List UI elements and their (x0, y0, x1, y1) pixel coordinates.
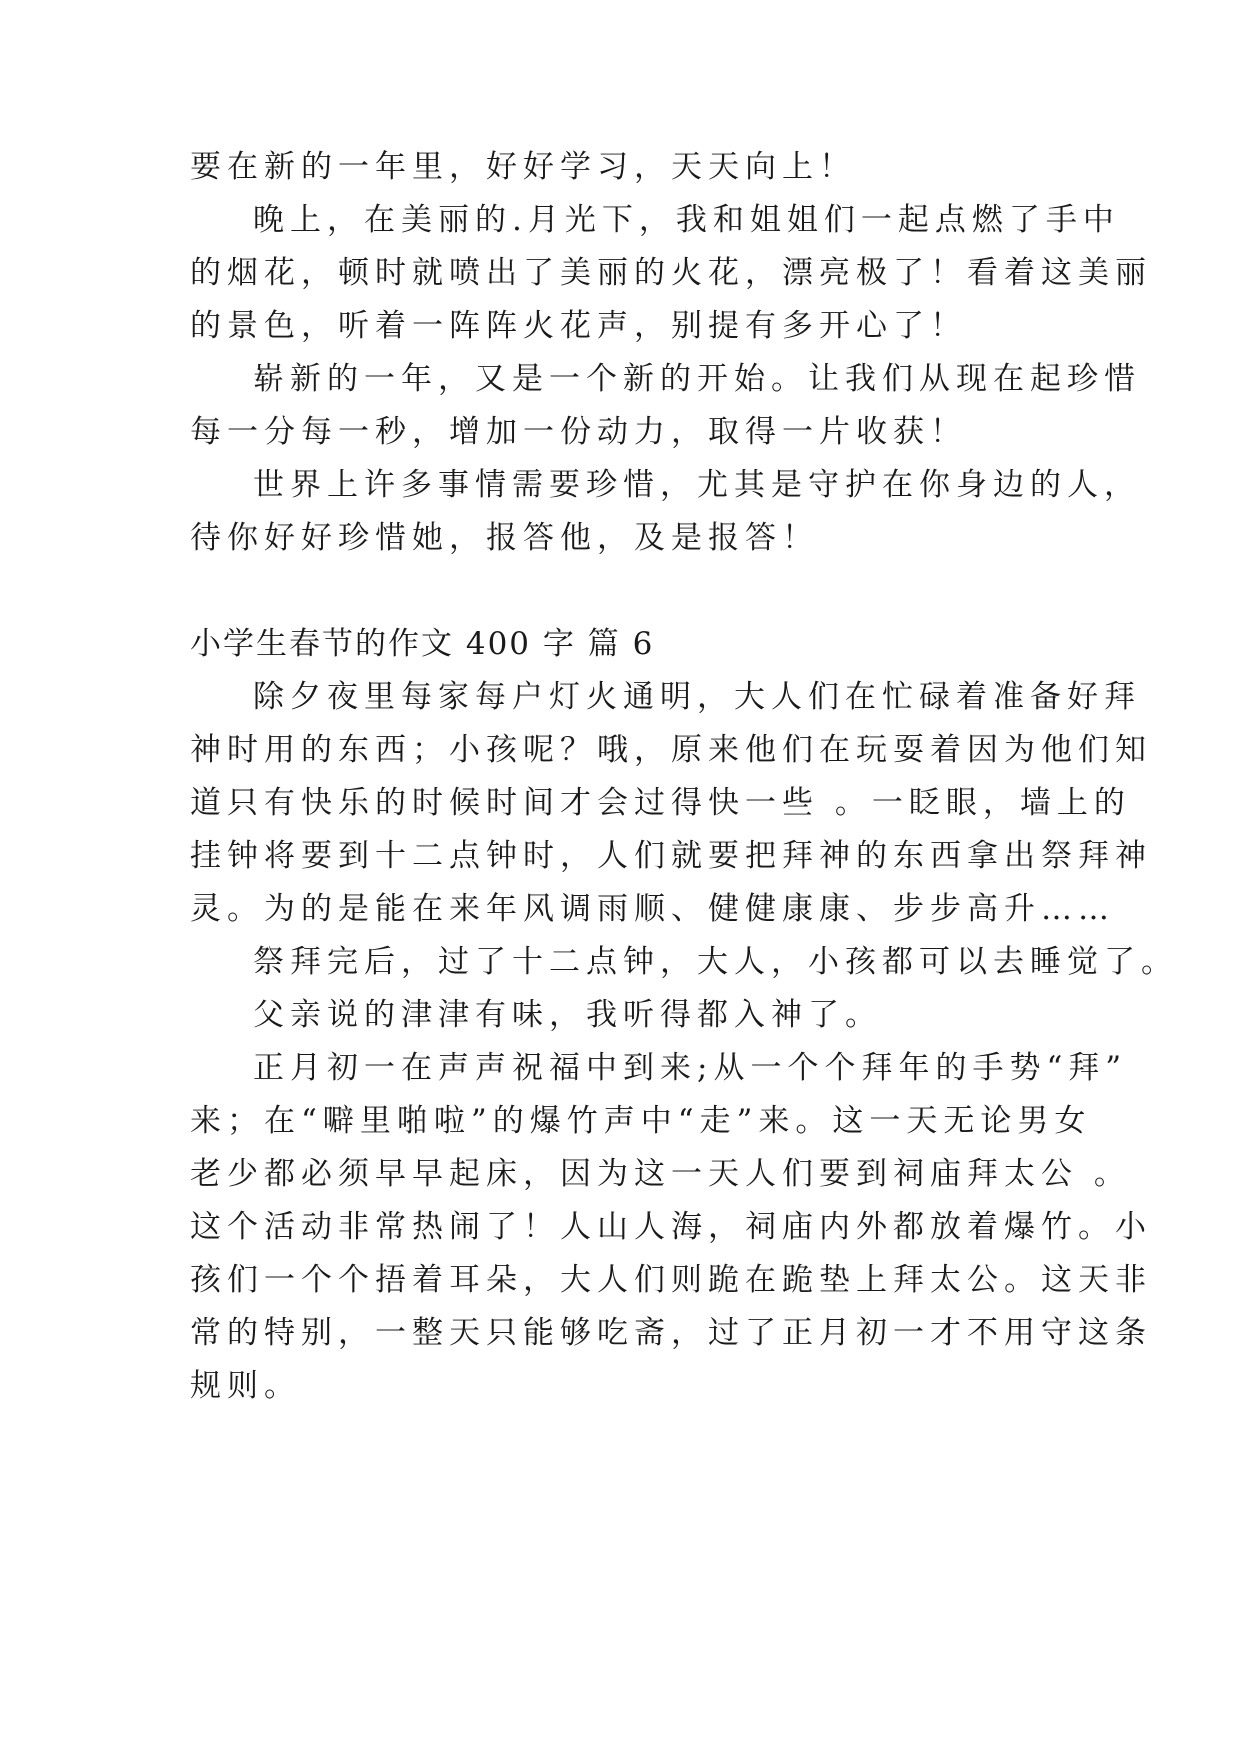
paragraph-line: 晚上，在美丽的.月光下，我和姐姐们一起点燃了手中 (253, 202, 1120, 238)
paragraph-line: 挂钟将要到十二点钟时，人们就要把拜神的东西拿出祭拜神 (190, 838, 1152, 874)
section-title: 小学生春节的作文 400 字 篇 6 (190, 626, 655, 662)
paragraph-line: 灵。为的是能在来年风调雨顺、健健康康、步步高升…… (190, 891, 1115, 927)
paragraph-line: 老少都必须早早起床，因为这一天人们要到祠庙拜太公 。 (190, 1156, 1131, 1192)
paragraph-line: 待你好好珍惜她，报答他，及是报答！ (190, 520, 819, 556)
paragraph-line: 这个活动非常热闹了！人山人海，祠庙内外都放着爆竹。小 (190, 1209, 1152, 1245)
paragraph-line: 崭新的一年，又是一个新的开始。让我们从现在起珍惜 (253, 361, 1141, 397)
paragraph-line: 要在新的一年里，好好学习，天天向上！ (190, 149, 856, 185)
paragraph-line: 父亲说的津津有味，我听得都入神了。 (253, 997, 882, 1033)
paragraph-line: 来；在“噼里啪啦”的爆竹声中“走”来。这一天无论男女 (190, 1103, 1092, 1139)
paragraph-line: 常的特别，一整天只能够吃斋，过了正月初一才不用守这条 (190, 1315, 1152, 1351)
paragraph-line: 的烟花，顿时就喷出了美丽的火花，漂亮极了！看着这美丽 (190, 255, 1152, 291)
paragraph-line: 正月初一在声声祝福中到来;从一个个拜年的手势“拜” (253, 1050, 1128, 1086)
paragraph-line: 规则。 (190, 1368, 301, 1404)
paragraph-line: 道只有快乐的时候时间才会过得快一些 。一眨眼，墙上的 (190, 785, 1131, 821)
paragraph-line: 孩们一个个捂着耳朵，大人们则跪在跪垫上拜太公。这天非 (190, 1262, 1152, 1298)
paragraph-line: 世界上许多事情需要珍惜，尤其是守护在你身边的人， (253, 467, 1141, 503)
paragraph-line: 祭拜完后，过了十二点钟，大人，小孩都可以去睡觉了。 (253, 944, 1178, 980)
paragraph-line: 每一分每一秒，增加一份动力，取得一片收获！ (190, 414, 967, 450)
paragraph-line: 神时用的东西；小孩呢？哦，原来他们在玩耍着因为他们知 (190, 732, 1152, 768)
paragraph-line: 除夕夜里每家每户灯火通明，大人们在忙碌着准备好拜 (253, 679, 1141, 715)
paragraph-line: 的景色，听着一阵阵火花声，别提有多开心了！ (190, 308, 967, 344)
